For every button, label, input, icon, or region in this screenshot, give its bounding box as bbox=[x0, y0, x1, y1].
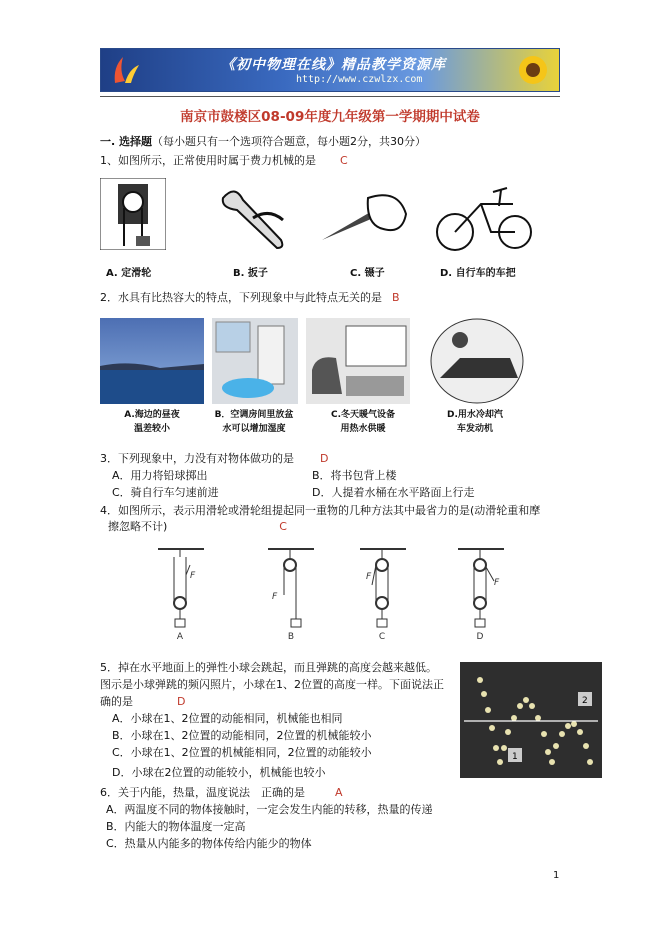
banner-url: http://www.czwlzx.com bbox=[296, 74, 423, 85]
q5-stem-line3: 确的是 D bbox=[100, 695, 186, 708]
q6-stem: 6．关于内能，热量，温度说法 正确的是 A bbox=[100, 786, 343, 799]
q5-stem-line1: 5．掉在水平地面上的弹性小球会跳起，而且弹跳的高度会越来越低。 bbox=[100, 661, 437, 674]
q4-c-force-label: F bbox=[366, 572, 372, 582]
page-number: 1 bbox=[553, 870, 560, 881]
q2-photo-a-sea bbox=[100, 318, 204, 404]
q1-stem: 1、如图所示，正常使用时属于费力机械的是 C bbox=[100, 154, 348, 167]
q1-caption-c: C. 镊子 bbox=[350, 268, 385, 279]
q6-option-a: A．两温度不同的物体接触时，一定会发生内能的转移，热量的传递 bbox=[106, 803, 433, 816]
q2-answer: B bbox=[392, 291, 400, 304]
q2-caption-c: C.冬天暖气设备 用热水供暖 bbox=[330, 410, 396, 434]
q4-stem: 4．如图所示，表示用滑轮或滑轮组提起同一重物的几种方法其中最省力的是(动滑轮重和摩 bbox=[100, 504, 541, 517]
q4-diagram-d bbox=[450, 545, 510, 645]
q5-answer: D bbox=[177, 695, 186, 708]
q6-option-c: C．热量从内能多的物体传给内能少的物体 bbox=[106, 837, 312, 850]
q3-option-d: D．人提着水桶在水平路面上行走 bbox=[312, 486, 475, 499]
q3-option-c: C．骑自行车匀速前进 bbox=[112, 486, 219, 499]
q1-caption-b: B. 扳子 bbox=[233, 268, 268, 279]
q5-stem-line2: 图示是小球弹跳的频闪照片，小球在1、2位置的高度一样。下面说法正 bbox=[100, 678, 444, 691]
q5-stroboscopic-photo bbox=[460, 662, 602, 778]
q2-stem: 2．水具有比热容大的特点，下列现象中与此特点无关的是 B bbox=[100, 291, 400, 304]
q3-option-b: B．将书包背上楼 bbox=[312, 469, 397, 482]
q6-option-b: B．内能大的物体温度一定高 bbox=[106, 820, 246, 833]
q2-caption-a: A.海边的昼夜 温差较小 bbox=[124, 410, 180, 434]
q4-d-force-label: F bbox=[494, 578, 500, 588]
q5-option-d: D．小球在2位置的动能较小，机械能也较小 bbox=[112, 766, 326, 779]
q3-answer: D bbox=[320, 452, 329, 465]
q4-a-force-label: F bbox=[190, 571, 196, 581]
q3-stem: 3．下列现象中，力没有对物体做功的是 D bbox=[100, 452, 329, 465]
q5-option-b: B．小球在1、2位置的动能相同，2位置的机械能较小 bbox=[112, 729, 372, 742]
q4-label-b: B bbox=[287, 632, 295, 642]
q5-photo-label-2: 2 bbox=[582, 696, 588, 706]
q5-option-a: A．小球在1、2位置的动能相同，机械能也相同 bbox=[112, 712, 343, 725]
site-logo-icon bbox=[109, 53, 143, 87]
banner-divider bbox=[100, 96, 560, 97]
q5-photo-label-1: 1 bbox=[512, 752, 518, 762]
q1-answer: C bbox=[340, 154, 348, 167]
q1-fig-b-wrench bbox=[213, 178, 293, 250]
q1-fig-a-fixed-pulley bbox=[100, 178, 166, 250]
q4-label-c: C bbox=[378, 632, 386, 642]
sunflower-icon bbox=[513, 51, 553, 89]
section-label: 一. 选择题 bbox=[100, 135, 153, 148]
q4-diagram-c bbox=[352, 545, 412, 645]
q4-diagram-a bbox=[150, 545, 210, 645]
header-banner bbox=[100, 48, 560, 92]
q5-option-c: C．小球在1、2位置的机械能相同，2位置的动能较小 bbox=[112, 746, 372, 759]
q2-photo-b-air-conditioner-room bbox=[212, 318, 298, 404]
q2-photo-c-sofa-heater bbox=[306, 318, 410, 404]
q1-fig-d-bike-handlebar bbox=[433, 182, 533, 252]
section-heading bbox=[100, 134, 426, 149]
banner-title: 《初中物理在线》精品教学资源库 bbox=[221, 57, 446, 73]
q4-label-a: A bbox=[176, 632, 184, 642]
q2-caption-d: D.用水冷却汽 车发动机 bbox=[447, 410, 503, 434]
q1-caption-a: A. 定滑轮 bbox=[106, 268, 152, 279]
q4-b-force-label: F bbox=[272, 592, 278, 602]
section-note: （每小题只有一个选项符合题意，每小题2分，共30分） bbox=[152, 135, 427, 148]
q2-caption-b: B．空调房间里放盆 水可以增加湿度 bbox=[214, 410, 294, 434]
q4-stem-cont: 擦忽略不计) C bbox=[108, 520, 287, 533]
q1-fig-c-tweezers bbox=[318, 188, 410, 250]
q4-diagram-b bbox=[260, 545, 320, 645]
q2-photo-d-car-engine bbox=[430, 318, 524, 404]
q3-option-a: A．用力将铅球掷出 bbox=[112, 469, 208, 482]
q4-label-d: D bbox=[476, 632, 484, 642]
q6-answer: A bbox=[335, 786, 343, 799]
q4-answer: C bbox=[279, 520, 287, 533]
q1-caption-d: D. 自行车的车把 bbox=[440, 268, 516, 279]
document-title: 南京市鼓楼区08-09年度九年级第一学期期中试卷 bbox=[180, 109, 480, 125]
